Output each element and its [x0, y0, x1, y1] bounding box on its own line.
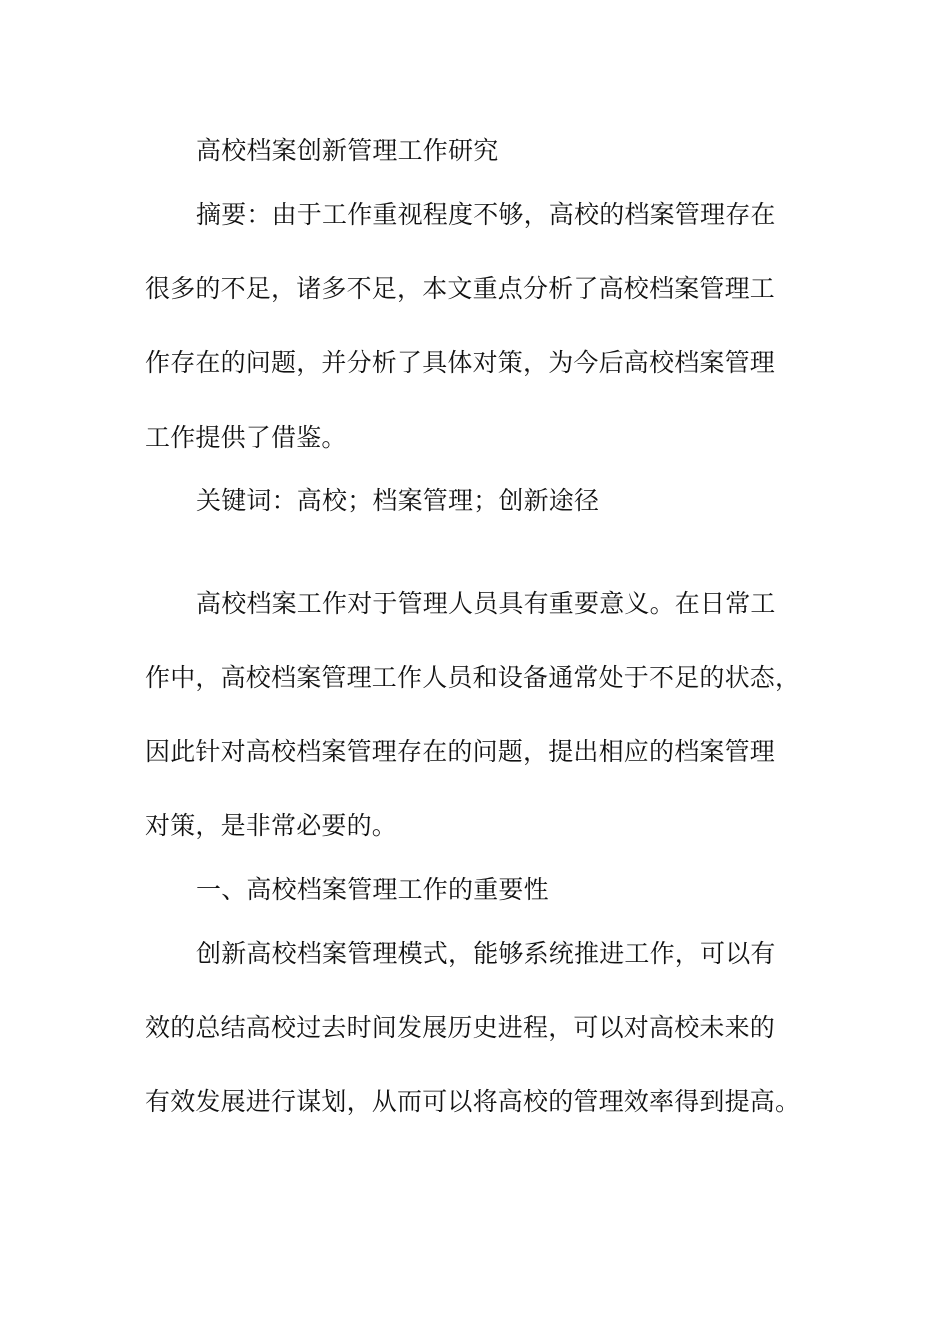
abstract-line: 摘要：由于工作重视程度不够，高校的档案管理存在 — [196, 200, 776, 229]
section-heading: 一、高校档案管理工作的重要性 — [196, 875, 549, 904]
abstract-line: 工作提供了借鉴。 — [145, 423, 347, 452]
section-paragraph-line: 创新高校档案管理模式，能够系统推进工作，可以有 — [196, 939, 776, 968]
intro-paragraph-line: 作中，高校档案管理工作人员和设备通常处于不足的状态， — [145, 663, 801, 692]
section-paragraph-line: 效的总结高校过去时间发展历史进程，可以对高校未来的 — [145, 1013, 776, 1042]
intro-paragraph-line: 对策，是非常必要的。 — [145, 811, 398, 840]
keywords-line: 关键词：高校；档案管理；创新途径 — [196, 486, 600, 515]
document-title: 高校档案创新管理工作研究 — [196, 136, 499, 165]
abstract-line: 很多的不足，诸多不足，本文重点分析了高校档案管理工 — [145, 274, 776, 303]
intro-paragraph-line: 高校档案工作对于管理人员具有重要意义。在日常工 — [196, 589, 776, 618]
section-paragraph-line: 有效发展进行谋划，从而可以将高校的管理效率得到提高。 — [145, 1087, 801, 1116]
intro-paragraph-line: 因此针对高校档案管理存在的问题，提出相应的档案管理 — [145, 737, 776, 766]
abstract-line: 作存在的问题，并分析了具体对策，为今后高校档案管理 — [145, 348, 776, 377]
